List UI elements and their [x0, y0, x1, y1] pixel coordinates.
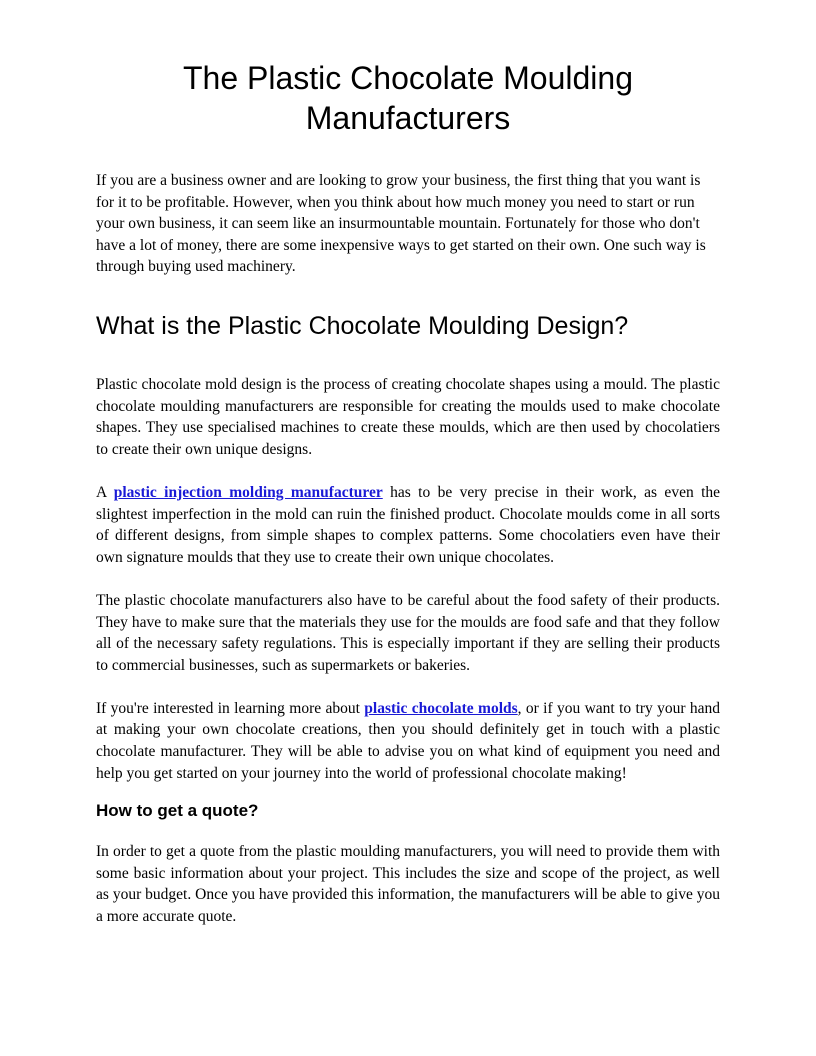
paragraph-spacer [96, 676, 720, 698]
paragraph-spacer [96, 568, 720, 590]
chocolate-molds-link[interactable]: plastic chocolate molds [364, 699, 518, 717]
intro-paragraph: If you are a business owner and are looking to grow your business, the first thing that you want is for it to be profitable. However, when you think about how much money you need to start or run your own business, it can seem like an insurmountable mountain. Fortunately for those who don't have a lot of money, there are some inexpensive ways to get started on their own. One such way is through buying used machinery. [96, 172, 706, 276]
design-paragraph-2 [96, 482, 720, 568]
document-page [96, 58, 720, 928]
paragraph-text: A [96, 483, 114, 501]
section-heading-quote: How to get a quote? [96, 801, 259, 821]
design-paragraph-1: Plastic chocolate mold design is the process of creating chocolate shapes using a mould. The plastic chocolate moulding manufacturers are responsible for creating the moulds used to make chocolate shapes. They use specialised machines to create these moulds, which are then used by chocolatiers to create their own unique designs. [96, 375, 720, 458]
quote-paragraph: In order to get a quote from the plastic moulding manufacturers, you will need to provide them with some basic information about your project. This includes the size and scope of the project, as well as your budget. Once you have provided this information, the manufacturers will be able to give you a more accurate quote. [96, 843, 720, 926]
injection-molding-manufacturer-link[interactable]: plastic injection molding manufacturer [113, 483, 383, 501]
design-paragraph-4 [96, 698, 720, 784]
paragraph-text: has to be very precise in their work, as even the slightest imperfection in the mold can ruin the finished product. Chocolate moulds come in all sorts of different designs, from simple shapes to complex patterns. Some chocolatiers even have their own signature moulds that they use to create their own unique chocolates. [96, 483, 721, 566]
paragraph-spacer [96, 460, 720, 482]
paragraph-text: , or if you want to try your hand at making your own chocolate creations, then you should definitely get in touch with a plastic chocolate manufacturer. They will be able to advise you on what kind of equipment you need and help you get started on your journey into the world of professional chocolate making! [96, 699, 720, 782]
page-title: The Plastic Chocolate Moulding Manufacturers [182, 60, 633, 136]
paragraph-text: If you're interested in learning more about [96, 699, 365, 717]
design-paragraph-3: The plastic chocolate manufacturers also have to be careful about the food safety of their products. They have to make sure that the materials they use for the moulds are food safe and that they follow all of the necessary safety regulations. This is especially important if they are selling their products to commercial businesses, such as supermarkets or bakeries. [96, 591, 720, 674]
section-heading-design: What is the Plastic Chocolate Moulding Design? [96, 311, 629, 340]
